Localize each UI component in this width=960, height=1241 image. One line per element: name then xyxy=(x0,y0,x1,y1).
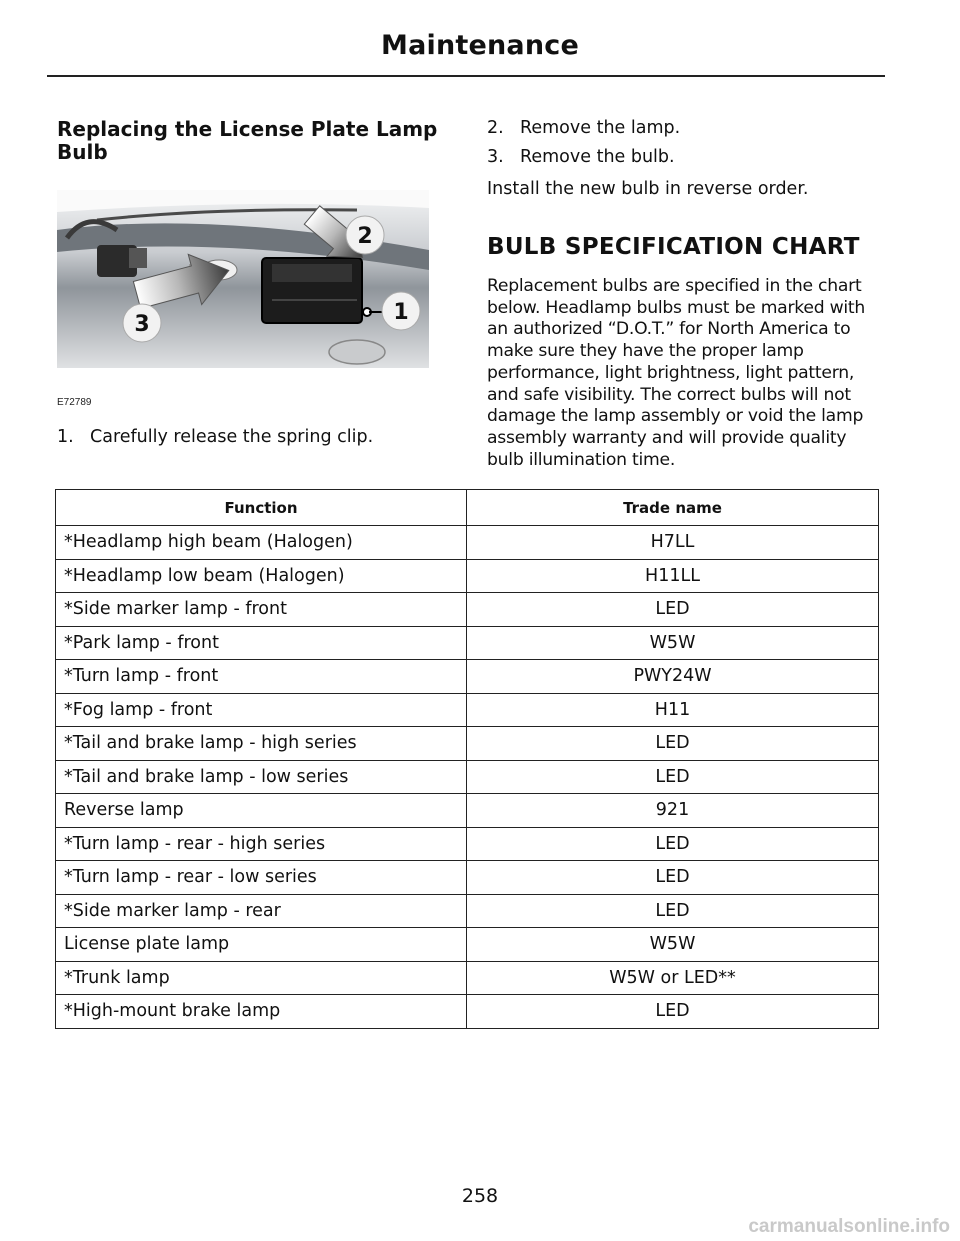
license-plate-lamp-heading: Replacing the License Plate Lamp Bulb xyxy=(57,117,438,164)
license-plate-lamp-illustration xyxy=(57,190,429,368)
table-row xyxy=(56,995,879,1029)
step-text: Remove the bulb. xyxy=(520,147,675,167)
trade-name-cell: W5W xyxy=(467,626,879,660)
header-divider xyxy=(47,75,885,77)
step-item xyxy=(57,426,437,449)
trade-name-cell: H11 xyxy=(467,693,879,727)
step-number: 2. xyxy=(487,118,504,138)
step-text: Remove the lamp. xyxy=(520,118,681,138)
step-item xyxy=(487,146,882,169)
table-row xyxy=(56,559,879,593)
trade-name-cell: LED xyxy=(467,995,879,1029)
trade-name-cell: 921 xyxy=(467,794,879,828)
table-row xyxy=(56,928,879,962)
callout-1: 1 xyxy=(393,300,409,325)
function-cell: *Tail and brake lamp - low series xyxy=(56,760,467,794)
step-list-left xyxy=(57,426,437,449)
page-number: 258 xyxy=(461,1185,499,1207)
trade-name-cell: H7LL xyxy=(467,526,879,560)
function-cell: *Headlamp high beam (Halogen) xyxy=(56,526,467,560)
function-cell: *Trunk lamp xyxy=(56,961,467,995)
step-number: 3. xyxy=(487,147,504,167)
table-row xyxy=(56,660,879,694)
function-cell: *Park lamp - front xyxy=(56,626,467,660)
table-row xyxy=(56,760,879,794)
table-row xyxy=(56,861,879,895)
right-column xyxy=(487,117,882,471)
trade-name-cell: W5W xyxy=(467,928,879,962)
function-cell: *High-mount brake lamp xyxy=(56,995,467,1029)
trade-name-cell: LED xyxy=(467,861,879,895)
table-row xyxy=(56,693,879,727)
trade-name-cell: LED xyxy=(467,894,879,928)
trade-name-cell: LED xyxy=(467,593,879,627)
install-instruction: Install the new bulb in reverse order. xyxy=(487,179,809,199)
function-cell: *Tail and brake lamp - high series xyxy=(56,727,467,761)
function-cell: *Side marker lamp - front xyxy=(56,593,467,627)
step-number: 1. xyxy=(57,427,74,447)
trade-name-cell: PWY24W xyxy=(467,660,879,694)
callout-3: 3 xyxy=(134,312,150,337)
function-cell: *Side marker lamp - rear xyxy=(56,894,467,928)
left-column xyxy=(57,118,452,164)
function-cell: *Headlamp low beam (Halogen) xyxy=(56,559,467,593)
trade-name-cell: LED xyxy=(467,827,879,861)
figure-code: E72789 xyxy=(57,397,92,408)
lamp-diagram-svg xyxy=(57,190,429,368)
watermark: carmanualsonline.info xyxy=(748,1216,950,1237)
function-cell: *Turn lamp - rear - high series xyxy=(56,827,467,861)
function-cell: License plate lamp xyxy=(56,928,467,962)
table-row xyxy=(56,894,879,928)
page-section-title: Maintenance xyxy=(381,30,579,61)
trade-name-cell: LED xyxy=(467,760,879,794)
column-header-function: Function xyxy=(56,490,467,526)
table-row xyxy=(56,593,879,627)
bulb-chart-description: Replacement bulbs are specified in the chart below. Headlamp bulbs must be marked with an authorized “D.O.T.” for North America to make sure they have the proper lamp performance, light brightness, light pattern, and safe visibility. The correct bulbs will not damage the lamp assembly or void the lamp assembly warranty and will provide quality bulb illumination time. xyxy=(487,276,866,470)
trade-name-cell: W5W or LED** xyxy=(467,961,879,995)
bulb-specification-table xyxy=(55,489,879,1029)
table-row xyxy=(56,727,879,761)
table-header-row xyxy=(56,490,879,526)
trade-name-cell: LED xyxy=(467,727,879,761)
table-row xyxy=(56,827,879,861)
step-item xyxy=(487,117,882,140)
table-row xyxy=(56,626,879,660)
trade-name-cell: H11LL xyxy=(467,559,879,593)
function-cell: *Fog lamp - front xyxy=(56,693,467,727)
function-cell: *Turn lamp - rear - low series xyxy=(56,861,467,895)
table-row xyxy=(56,526,879,560)
table-row xyxy=(56,794,879,828)
function-cell: *Turn lamp - front xyxy=(56,660,467,694)
column-header-trade-name: Trade name xyxy=(467,490,879,526)
callout-2: 2 xyxy=(357,224,373,249)
function-cell: Reverse lamp xyxy=(56,794,467,828)
step-text: Carefully release the spring clip. xyxy=(90,427,374,447)
table-row xyxy=(56,961,879,995)
bulb-chart-heading: BULB SPECIFICATION CHART xyxy=(487,234,860,260)
